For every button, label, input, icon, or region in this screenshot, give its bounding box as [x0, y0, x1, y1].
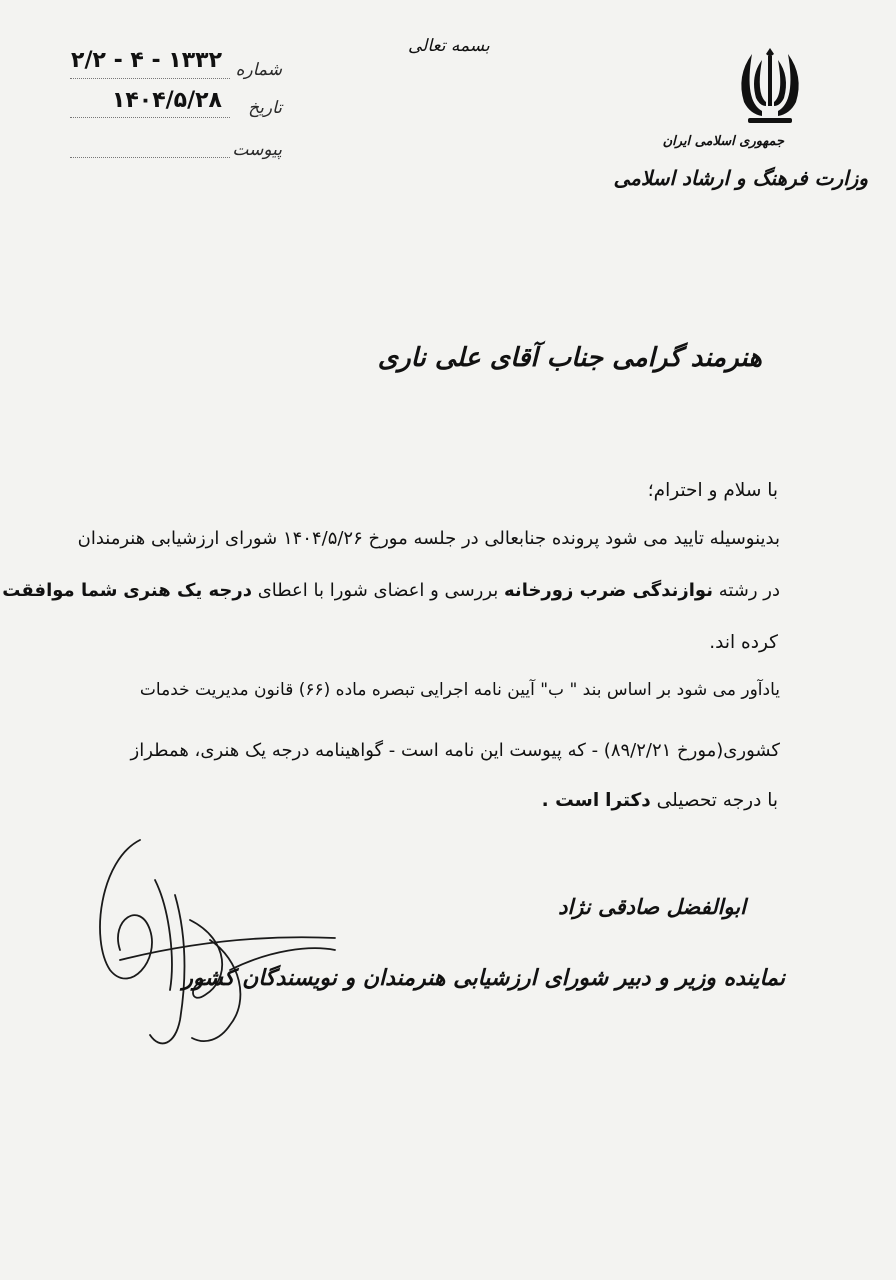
- handwritten-signature: [80, 820, 340, 1060]
- basmala: [408, 24, 488, 88]
- date-value: ۱۴۰۴/۵/۲۸: [111, 88, 222, 113]
- body-p2-line1: یادآور می شود بر اساس بند " ب" آیین نامه اجرایی تبصره ماده (۶۶) قانون مدیریت خدمات: [139, 680, 780, 700]
- number-line: [70, 78, 230, 79]
- approval-text: شما موافقت: [2, 580, 118, 601]
- signatory-name: ابوالفضل صادقی نژاد: [558, 894, 746, 919]
- attachment-label: پیوست: [232, 140, 282, 160]
- body-p1-line1: بدینوسیله تایید می شود پرونده جنابعالی در جلسه مورخ ۱۴۰۴/۵/۲۶ شورای ارزشیابی هنرمندان: [77, 528, 780, 549]
- date-line: [70, 117, 230, 118]
- degree-prefix: با درجه تحصیلی: [656, 790, 778, 811]
- ministry-name: وزارت فرهنگ و ارشاد اسلامی: [613, 166, 868, 190]
- body-p2-line3: [542, 790, 778, 811]
- degree-name: دکترا: [605, 790, 651, 811]
- date-label: تاریخ: [248, 98, 282, 118]
- field-name: نوازندگی ضرب زورخانه: [504, 580, 713, 601]
- ministry-subtitle: جمهوری اسلامی ایران: [662, 134, 784, 149]
- attachment-line: [70, 157, 230, 158]
- recipient: هنرمند گرامی جناب آقای علی ناری: [377, 343, 762, 373]
- iran-emblem-icon: [734, 42, 806, 128]
- body-p1-line2: [2, 580, 780, 601]
- body-p2-line2: کشوری(مورخ ۸۹/۲/۲۱) - که پیوست این نامه است - گواهینامه درجه یک هنری، همطراز: [130, 740, 780, 761]
- number-value: ۱۳۳۲ - ۴ - ۲/۲: [71, 48, 222, 73]
- signatory-title: نماینده وزیر و دبیر شورای ارزشیابی هنرمندان و نویسندگان کشور: [182, 965, 785, 991]
- greeting: با سلام و احترام؛: [647, 480, 778, 501]
- field-prefix: در رشته: [718, 580, 780, 601]
- council-review: بررسی و اعضای شورا با اعطای: [257, 580, 499, 601]
- number-label: شماره: [235, 60, 282, 80]
- grade-name: درجه یک هنری: [123, 580, 252, 601]
- body-p1-line3: کرده اند.: [709, 632, 778, 653]
- basmala-text: بسمه تعالی: [408, 36, 490, 56]
- degree-suffix: است .: [541, 790, 600, 811]
